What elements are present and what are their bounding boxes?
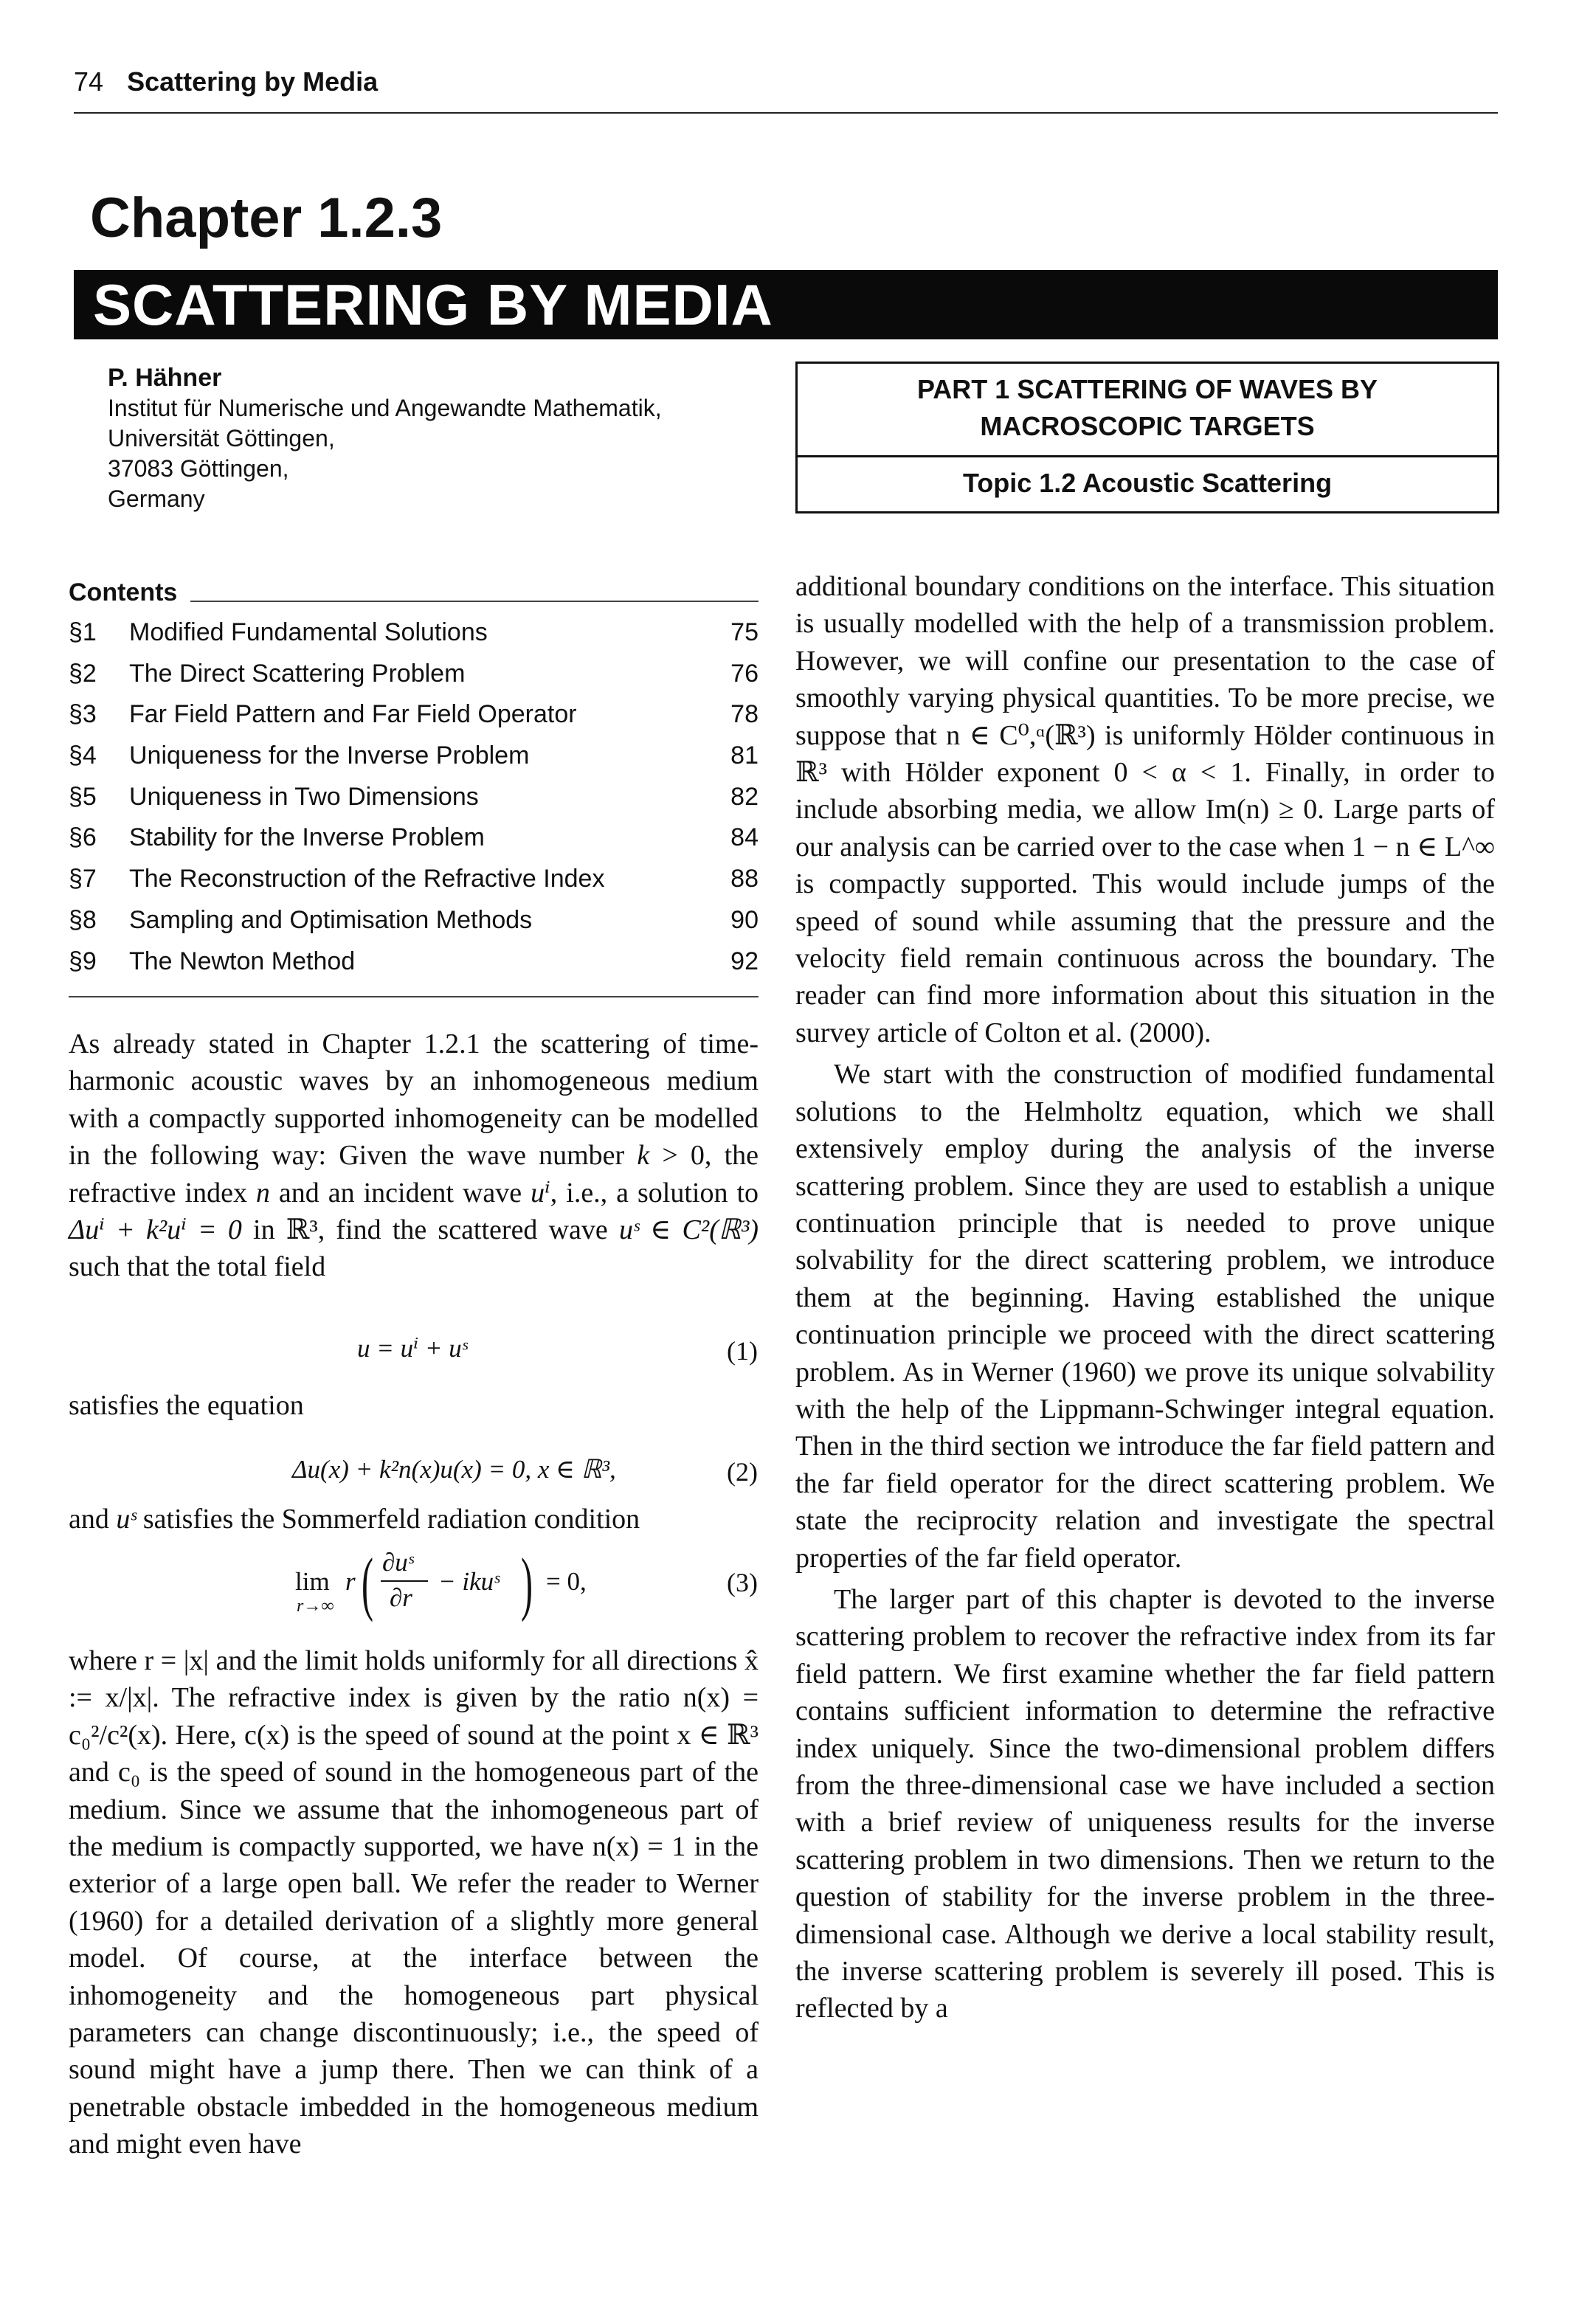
toc-page: 76 bbox=[730, 659, 759, 688]
eq3-lim: lim bbox=[295, 1567, 330, 1596]
eq3-paren-right: ) bbox=[521, 1543, 533, 1622]
eq3-numerator: ∂uˢ bbox=[382, 1548, 414, 1577]
eq3-subscript: r→∞ bbox=[297, 1597, 334, 1616]
math-R3: ℝ³ bbox=[286, 1214, 318, 1246]
text-run: such that the total field bbox=[69, 1251, 326, 1283]
right-paragraph-1: additional boundary conditions on the interface. This situation is usually modelled with the help of a transmission problem. However, we will confine our presentation to the case of smoothly varying physical quantities. To be more precise, we suppose that n ∈ C⁰,ᵅ(ℝ³) is uniformly Hölder continuous in ℝ³ with Hölder exponent 0 < α < 1. Finally, in order to include absorbing media, we allow Im(n) ≥ 0. Large parts of our analysis can be carried over to the case when 1 − n ∈ L^∞ is compactly supported. This would include jumps of the speed of sound while assuming that the pressure and the velocity field remain continuous across the boundary. The reader can find more information about this situation in the survey article of Colton et al. (2000). bbox=[795, 571, 1495, 1048]
toc-section: §4 bbox=[69, 741, 97, 770]
toc-title: Uniqueness in Two Dimensions bbox=[129, 782, 479, 811]
toc-page: 82 bbox=[730, 782, 759, 811]
toc-section: §3 bbox=[69, 700, 97, 729]
left-paragraph-2 bbox=[69, 1642, 759, 2163]
equation-1 bbox=[357, 1334, 467, 1363]
eq3-denominator: ∂r bbox=[390, 1583, 412, 1612]
math-n: n bbox=[255, 1177, 270, 1208]
paragraph-text: where r = |x| and the limit holds uniformly for all directions x̂ := x/|x|. The refractive index is given by the ratio n(x) = c₀²/c²(x). Here, c(x) is the speed of sound at the point x ∈ ℝ³ and c₀ is the speed of sound in the homogeneous part of the medium. Since we assume that the inhomogeneous part of the medium is compactly supported, we have n(x) = 1 in the exterior of a large open ball. We refer the reader to Werner (1960) for a detailed derivation of a slightly more general model. Of course, at the interface between the inhomogeneity and the homogeneous part physical parameters can change discontinuously; i.e., the speed of sound might have a jump there. Then we can think of a penetrable obstacle imbedded in the homogeneous medium and might even have bbox=[69, 1645, 759, 2160]
toc-page: 75 bbox=[730, 618, 759, 646]
eq3-equals: = 0, bbox=[546, 1567, 587, 1596]
equation-3-number: (3) bbox=[727, 1568, 758, 1597]
running-head bbox=[74, 66, 378, 97]
text-run: , find the scattered wave bbox=[317, 1214, 619, 1246]
toc-item[interactable] bbox=[69, 654, 759, 695]
toc-page: 92 bbox=[730, 947, 759, 975]
toc-section: §6 bbox=[69, 823, 97, 852]
equation-2-body: Δu(x) + k²n(x)u(x) = 0, x ∈ ℝ³, bbox=[292, 1455, 616, 1484]
text-run: in bbox=[241, 1214, 286, 1246]
right-paragraph-3: The larger part of this chapter is devoted to the inverse scattering problem to recover the refractive index from its far field pattern. We first examine whether the far field pattern contains sufficient information to determine the refractive index uniquely. Since the two-dimensional problem differs from the three-dimensional case we have included a section with a brief review of uniqueness results for the inverse scattering problem in two dimensions. Then we return to the question of stability for the inverse problem in the three-dimensional case. Although we derive a local stability result, the inverse scattering problem is severely ill posed. This is reflected by a bbox=[795, 1583, 1495, 2024]
toc-section: §5 bbox=[69, 782, 97, 811]
header-rule bbox=[74, 112, 1498, 114]
toc-title: Uniqueness for the Inverse Problem bbox=[129, 741, 530, 770]
running-title: Scattering by Media bbox=[127, 66, 379, 97]
equation-3 bbox=[295, 1545, 708, 1626]
text-run: > 0, the refractive index bbox=[69, 1140, 759, 1208]
toc-page: 81 bbox=[730, 741, 759, 770]
toc-title: Modified Fundamental Solutions bbox=[129, 618, 488, 646]
toc-item[interactable] bbox=[69, 612, 759, 654]
math-us-c2: uˢ ∈ C²(ℝ³) bbox=[618, 1214, 759, 1246]
affiliation-line: 37083 Göttingen, bbox=[108, 455, 289, 482]
toc-page: 78 bbox=[730, 700, 759, 729]
toc-section: §7 bbox=[69, 865, 97, 893]
toc-page: 90 bbox=[730, 905, 759, 934]
toc-section: §9 bbox=[69, 947, 97, 975]
toc-item[interactable] bbox=[69, 736, 759, 777]
math-k: k bbox=[637, 1140, 650, 1172]
part-title: PART 1 SCATTERING OF WAVES BY MACROSCOPIC TARGETS bbox=[916, 374, 1378, 441]
author-block bbox=[108, 363, 662, 514]
and-us-line bbox=[69, 1501, 759, 1538]
affiliation-line: Germany bbox=[108, 485, 205, 512]
toc-page: 84 bbox=[730, 823, 759, 852]
toc-item[interactable] bbox=[69, 817, 759, 859]
right-paragraph-2: We start with the construction of modified fundamental solutions to the Helmholtz equation, which we shall extensively employ during the analysis of the inverse scattering problem. Since they are used to establish a unique continuation principle that is needed to prove unique solvability for the direct scattering problem, we introduce them at the beginning. Having established the unique continuation principle we proceed with the direct scattering problem. As in Werner (1960) we prove its unique solvability with the help of the Lippmann-Schwinger integral equation. Then in the third section we introduce the far field pattern and the far field operator for the direct scattering problem. We state the reciprocity relation and investigate the spectral properties of the far field operator. bbox=[795, 1059, 1495, 1574]
text-run: and bbox=[69, 1504, 117, 1535]
toc-section: §2 bbox=[69, 659, 97, 688]
toc-item[interactable] bbox=[69, 941, 759, 983]
left-paragraph-1 bbox=[69, 1026, 759, 1286]
eq3-term: − ikuˢ bbox=[438, 1567, 500, 1596]
table-of-contents bbox=[69, 612, 759, 982]
part-divider bbox=[798, 455, 1497, 457]
math-ui: uⁱ bbox=[531, 1177, 550, 1208]
toc-title: The Reconstruction of the Refractive Index bbox=[129, 865, 605, 893]
chapter-title: SCATTERING BY MEDIA bbox=[93, 272, 773, 337]
toc-page: 88 bbox=[730, 865, 759, 893]
eq3-fraction-bar bbox=[381, 1580, 428, 1582]
text-run: , i.e., a solution to bbox=[550, 1177, 759, 1208]
affiliation-line: Universität Göttingen, bbox=[108, 425, 335, 452]
topic-label: Topic 1.2 Acoustic Scattering bbox=[962, 468, 1333, 498]
toc-title: Stability for the Inverse Problem bbox=[129, 823, 485, 852]
toc-item[interactable] bbox=[69, 777, 759, 818]
affiliation-line: Institut für Numerische und Angewandte Mathematik, bbox=[108, 395, 662, 421]
toc-item[interactable] bbox=[69, 694, 759, 736]
eq3-r: r bbox=[345, 1567, 356, 1596]
text-run: satisfies the Sommerfeld radiation condition bbox=[136, 1504, 640, 1535]
math-us: uˢ bbox=[116, 1504, 137, 1535]
contents-rule bbox=[190, 601, 759, 602]
equation-2-number: (2) bbox=[727, 1457, 758, 1487]
right-column bbox=[795, 568, 1495, 2027]
equation-1-number: (1) bbox=[727, 1336, 758, 1366]
toc-item[interactable] bbox=[69, 859, 759, 900]
page-number: 74 bbox=[74, 66, 104, 97]
math-helmholtz: Δuⁱ + k²uⁱ = 0 bbox=[69, 1214, 242, 1246]
toc-title: The Direct Scattering Problem bbox=[129, 659, 466, 688]
toc-section: §1 bbox=[69, 618, 97, 646]
contents-heading: Contents bbox=[69, 578, 178, 606]
contents-rule bbox=[69, 996, 759, 997]
text-run: satisfies the equation bbox=[69, 1390, 304, 1421]
text-run: As already stated in Chapter 1.2.1 the scattering of time-harmonic acoustic waves by an inhomogeneous medium with a compactly supported inhomogeneity can be modelled in the following way: Given the wave number bbox=[69, 1028, 759, 1172]
toc-item[interactable] bbox=[69, 900, 759, 941]
author-name: P. Hähner bbox=[108, 364, 222, 392]
chapter-label: Chapter 1.2.3 bbox=[90, 187, 443, 249]
toc-title: Far Field Pattern and Far Field Operator bbox=[129, 700, 577, 729]
satisfies-line bbox=[69, 1387, 759, 1424]
toc-title: Sampling and Optimisation Methods bbox=[129, 905, 533, 934]
part-box bbox=[795, 362, 1499, 513]
toc-title: The Newton Method bbox=[129, 947, 356, 975]
toc-section: §8 bbox=[69, 905, 97, 934]
text-run: and an incident wave bbox=[269, 1177, 531, 1208]
eq3-paren-left: ( bbox=[362, 1543, 373, 1622]
equation-1-body: u = uⁱ + uˢ bbox=[357, 1334, 468, 1363]
equation-2 bbox=[292, 1455, 616, 1484]
